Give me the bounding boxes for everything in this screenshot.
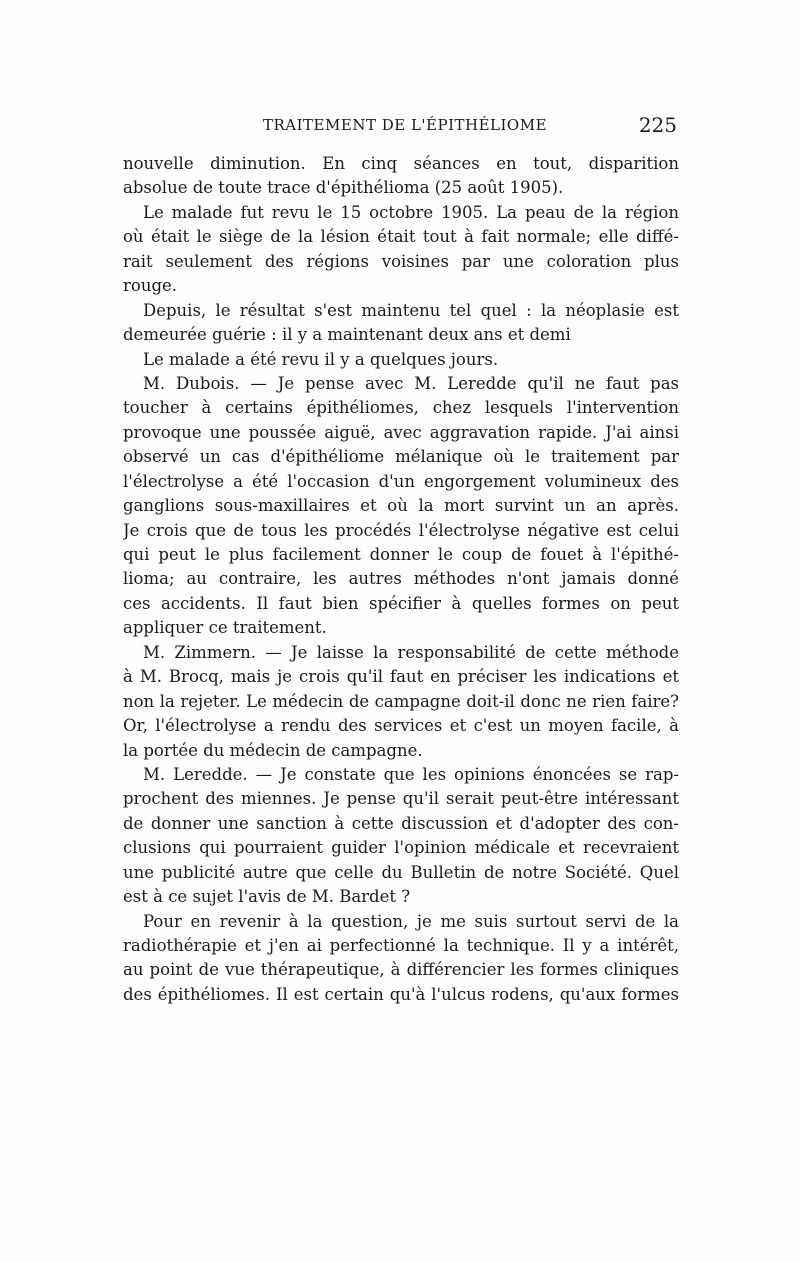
text-line: provoque une poussée aiguë, avec aggravation rapide. J'ai ainsi bbox=[123, 422, 679, 442]
text-line: Le malade a été revu il y a quelques jours. bbox=[143, 349, 499, 369]
text-line: qui peut le plus facilement donner le coup de fouet à l'épithé- bbox=[123, 545, 679, 564]
text-line: rait seulement des régions voisines par une coloration plus bbox=[123, 251, 679, 271]
text-line: où était le siège de la lésion était tout à fait normale; elle diffé- bbox=[123, 227, 679, 247]
page-number: 225 bbox=[638, 113, 677, 137]
text-line: observé un cas d'épithéliome mélanique où le traitement par bbox=[123, 447, 679, 467]
body-text bbox=[123, 152, 679, 1007]
text-line: des épithéliomes. Il est certain qu'à l'ulcus rodens, qu'aux formes bbox=[123, 984, 679, 1004]
text-line: Le malade fut revu le 15 octobre 1905. La peau de la région bbox=[143, 202, 679, 222]
text-line: Depuis, le résultat s'est maintenu tel quel : la néoplasie est bbox=[143, 300, 679, 320]
text-line: au point de vue thérapeutique, à différencier les formes cliniques bbox=[123, 960, 679, 980]
text-line: la portée du médecin de campagne. bbox=[123, 740, 423, 760]
text-line: rouge. bbox=[123, 276, 178, 296]
text-line: Or, l'électrolyse a rendu des services et c'est un moyen facile, à bbox=[123, 716, 679, 736]
text-line: appliquer ce traitement. bbox=[123, 618, 327, 638]
text-line: M. Leredde. — Je constate que les opinions énoncées se rap- bbox=[143, 764, 679, 784]
text-line: de donner une sanction à cette discussion et d'adopter des con- bbox=[123, 813, 679, 833]
text-line: non la rejeter. Le médecin de campagne doit-il donc ne rien faire? bbox=[123, 691, 679, 711]
text-line: absolue de toute trace d'épithélioma (25 août 1905). bbox=[123, 178, 564, 198]
running-header bbox=[123, 113, 679, 142]
text-line: clusions qui pourraient guider l'opinion médicale et recevraient bbox=[123, 838, 679, 858]
text-line: est à ce sujet l'avis de M. Bardet ? bbox=[123, 887, 411, 907]
text-line: lioma; au contraire, les autres méthodes n'ont jamais donné bbox=[123, 569, 679, 589]
text-line: nouvelle diminution. En cinq séances en tout, disparition bbox=[123, 154, 679, 173]
text-line: une publicité autre que celle du Bulletin de notre Société. Quel bbox=[123, 862, 679, 882]
text-line: prochent des miennes. Je pense qu'il serait peut-être intéressant bbox=[123, 789, 679, 809]
text-line: Pour en revenir à la question, je me suis surtout servi de la bbox=[143, 911, 679, 931]
text-line: ces accidents. Il faut bien spécifier à quelles formes on peut bbox=[123, 593, 679, 613]
text-line: toucher à certains épithéliomes, chez lesquels l'intervention bbox=[123, 398, 679, 418]
text-line: ganglions sous-maxillaires et où la mort survint un an après. bbox=[123, 496, 679, 516]
text-line: à M. Brocq, mais je crois qu'il faut en préciser les indications et bbox=[123, 667, 679, 687]
text-line: l'électrolyse a été l'occasion d'un engorgement volumineux des bbox=[123, 471, 679, 491]
text-line: demeurée guérie : il y a maintenant deux ans et demi bbox=[123, 325, 571, 345]
text-line: M. Zimmern. — Je laisse la responsabilité de cette méthode bbox=[143, 642, 679, 662]
text-line: radiothérapie et j'en ai perfectionné la technique. Il y a intérêt, bbox=[123, 936, 679, 955]
text-line: M. Dubois. — Je pense avec M. Leredde qu'il ne faut pas bbox=[143, 373, 679, 393]
text-line: Je crois que de tous les procédés l'électrolyse négative est celui bbox=[123, 520, 679, 540]
running-title: TRAITEMENT DE L'ÉPITHÉLIOME bbox=[263, 116, 548, 134]
